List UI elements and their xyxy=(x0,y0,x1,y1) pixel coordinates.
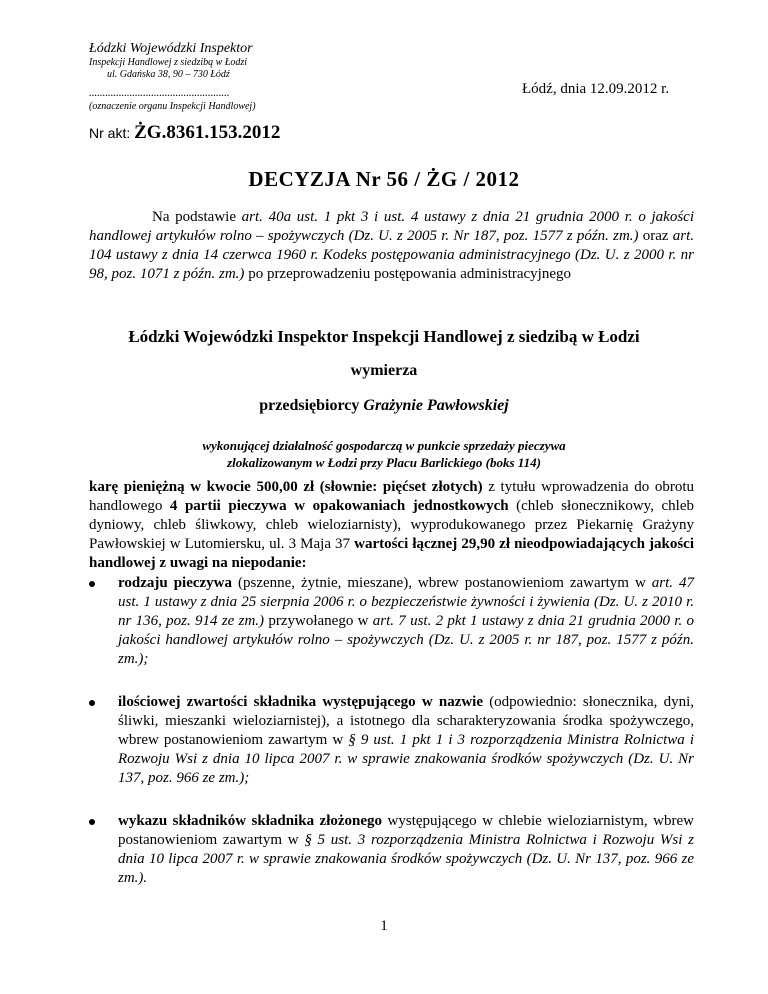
activity-line-1: wykonującej działalność gospodarczą w punkcie sprzedaży pieczywa xyxy=(202,438,566,453)
page-title: DECYZJA Nr 56 / ŻG / 2012 xyxy=(248,167,520,191)
item-text-2: przywołanego w xyxy=(264,613,373,629)
document-date: Łódź, dnia 12.09.2012 r. xyxy=(522,81,670,97)
item-citation: § 9 ust. 1 pkt 1 i 3 rozporządzenia Ministra Rolnictwa i Rozwoju Wsi z dnia 10 lipca 2007 r. w sprawie znakowania środków spożywczych (Dz. U. Nr 137, poz. 966 ze zm.); xyxy=(118,732,694,786)
item-text: występującego w chlebie wieloziarnistym, wbrew postanowieniom zawartym w xyxy=(118,813,694,848)
issuer-subtitle: Inspekcji Handlowej z siedzibą w Łodzi xyxy=(89,57,248,68)
bullet-icon xyxy=(89,819,95,825)
item-bold: ilościowej zwartości składnika występującego w nazwie xyxy=(118,694,484,710)
intro-citation-1: art. 40a ust. 1 pkt 3 i ust. 4 ustawy z dnia 21 grudnia 2000 r. o jakości handlowej artykułów rolno – spożywczych (Dz. U. z 2005 r. Nr 187, poz. 1577 z późn. zm.) xyxy=(89,209,694,244)
case-number xyxy=(89,122,280,144)
case-number-value: ŻG.8361.153.2012 xyxy=(134,122,281,143)
item-text: (odpowiednio: słonecznika, dyni, śliwki, mieszanki wieloziarnistej), a istotnego dla scharakteryzowania środka spożywczego, wbrew postanowieniom zawartym w xyxy=(118,694,694,748)
entrepreneur-prefix: przedsiębiorcy xyxy=(259,397,364,414)
legal-basis-paragraph xyxy=(89,208,694,284)
intro-text-2: oraz xyxy=(638,228,673,244)
penalty-text-1: z tytułu wprowadzenia do obrotu handlowego xyxy=(89,479,695,514)
issuer-caption: (oznaczenie organu Inspekcji Handlowej) xyxy=(89,101,256,112)
entrepreneur-name: Grażynie Pawłowskiej xyxy=(363,397,509,414)
item-citation: art. 47 ust. 1 ustawy z dnia 25 sierpnia 2006 r. o bezpieczeństwie żywności i żywienia (Dz. U. z 2010 r. nr 136, poz. 914 ze zm.) xyxy=(118,575,694,629)
issuer-address: ul. Gdańska 38, 90 – 730 Łódź xyxy=(107,69,230,80)
entrepreneur-heading xyxy=(0,397,768,415)
item-bold: rodzaju pieczywa xyxy=(118,575,233,591)
page-number: 1 xyxy=(380,918,388,934)
bullet-icon xyxy=(89,700,95,706)
item-text: (pszenne, żytnie, mieszane), wbrew postanowieniom zawartym w xyxy=(232,575,652,591)
list-item xyxy=(89,693,694,788)
penalty-batches: 4 partii pieczywa w opakowaniach jednostkowych xyxy=(169,498,509,514)
case-number-label: Nr akt: xyxy=(89,125,131,141)
penalty-paragraph xyxy=(89,478,694,573)
item-bold: wykazu składników składnika złożonego xyxy=(118,813,383,829)
activity-line-2: zlokalizowanym w Łodzi przy Placu Barlickiego (boks 114) xyxy=(227,455,541,470)
list-item xyxy=(89,812,694,888)
list-item xyxy=(89,574,694,669)
item-citation: § 5 ust. 3 rozporządzenia Ministra Rolnictwa i Rozwoju Wsi z dnia 10 lipca 2007 r. w sprawie znakowania środków spożywczych (Dz. U. Nr 137, poz. 966 ze zm.). xyxy=(118,832,694,886)
penalty-amount: karę pieniężną w kwocie 500,00 zł (słownie: pięćset złotych) xyxy=(89,479,483,495)
issuer-header xyxy=(89,40,256,113)
intro-citation-2: art. 104 ustawy z dnia 14 czerwca 1960 r. Kodeks postępowania administracyjnego (Dz. U. z 2000 r. nr 98, poz. 1071 z późn. zm.) xyxy=(89,228,695,282)
violations-list xyxy=(89,574,694,888)
intro-text-3: po przeprowadzeniu postępowania administracyjnego xyxy=(244,266,571,282)
penalty-value: wartości łącznej 29,90 zł nieodpowiadających jakości handlowej z uwagi na niepodanie: xyxy=(89,536,694,571)
penalty-text-2: (chleb słonecznikowy, chleb dyniowy, chleb śliwkowy, chleb wieloziarnisty), wyprodukowanego przez Piekarnię Grażyny Pawłowskiej w Lutomiersku, ul. 3 Maja 37 xyxy=(89,498,694,552)
intro-text-1: Na podstawie xyxy=(152,209,242,225)
issuer-dotted-line: .................................................... xyxy=(89,85,230,99)
item-citation-2: art. 7 ust. 2 pkt 1 ustawy z dnia 21 grudnia 2000 r. o jakości handlowej artykułów rolno – spożywczych (Dz. U. z 2005 r. nr 187, poz. 1577 z późn. zm.); xyxy=(118,613,694,667)
bullet-icon xyxy=(89,581,95,587)
activity-description xyxy=(0,437,768,471)
authority-heading: Łódzki Wojewódzki Inspektor Inspekcji Handlowej z siedzibą w Łodzi xyxy=(128,327,640,346)
issuer-name: Łódzki Wojewódzki Inspektor xyxy=(89,41,253,56)
imposes-heading: wymierza xyxy=(350,362,418,379)
